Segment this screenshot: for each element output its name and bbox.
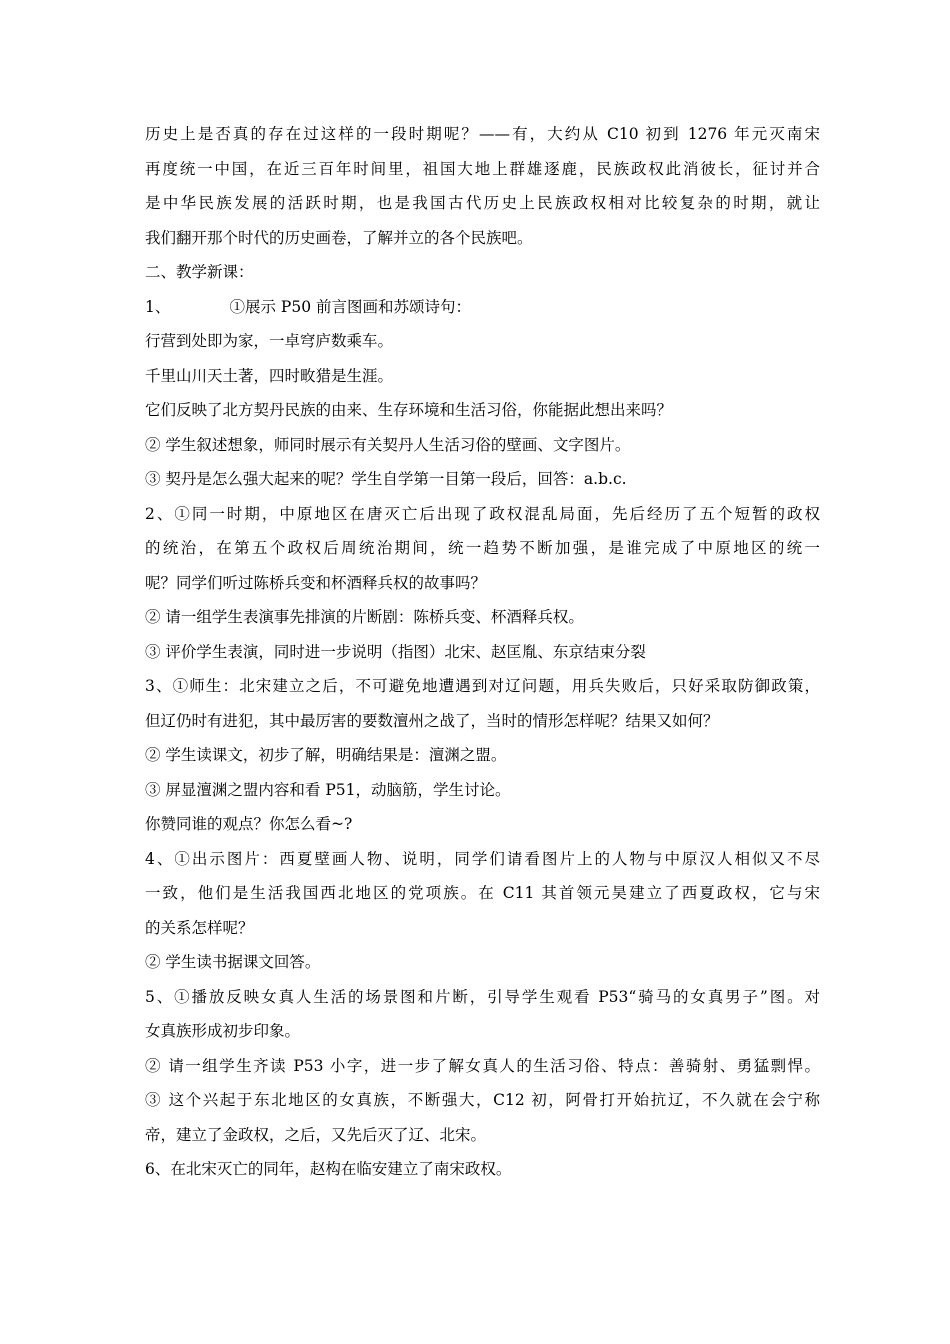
paragraph-line: ② 请一组学生齐读 P53 小字，进一步了解女真人的生活习俗、特点：善骑射、勇猛剽悍。 <box>145 1056 820 1075</box>
paragraph-line: ② 学生叙述想象，师同时展示有关契丹人生活习俗的壁画、文字图片。 <box>145 435 631 454</box>
paragraph-line: 女真族形成初步印象。 <box>145 1022 301 1040</box>
paragraph-line: 6、在北宋灭亡的同年，赵构在临安建立了南宋政权。 <box>145 1160 512 1178</box>
poem-line: 行营到处即为家，一卓穹庐数乘车。 <box>145 332 394 350</box>
paragraph-line: 2、①同一时期，中原地区在唐灭亡后出现了政权混乱局面，先后经历了五个短暂的政权 <box>145 504 820 523</box>
paragraph-line: 你赞同谁的观点？你怎么看~? <box>145 815 353 833</box>
paragraph-line: ② 请一组学生表演事先排演的片断剧：陈桥兵变、杯酒释兵权。 <box>145 608 584 626</box>
paragraph-line: ③ 契丹是怎么强大起来的呢？学生自学第一目第一段后，回答：a.b.c. <box>145 470 627 488</box>
paragraph-line: 1、 ①展示 P50 前言图画和苏颂诗句： <box>145 297 471 316</box>
paragraph-line: ③ 这个兴起于东北地区的女真族，不断强大，C12 初，阿骨打开始抗辽，不久就在会宁称 <box>145 1091 820 1109</box>
paragraph-line: 我们翻开那个时代的历史画卷，了解并立的各个民族吧。 <box>145 228 533 247</box>
document-body <box>145 117 820 1187</box>
paragraph-line: 但辽仍时有进犯，其中最厉害的要数澶州之战了，当时的情形怎样呢？结果又如何？ <box>145 711 719 730</box>
paragraph-line: 的统治，在第五个政权后周统治期间，统一趋势不断加强，是谁完成了中原地区的统一 <box>145 539 820 557</box>
section-heading: 二、教学新课： <box>145 263 254 281</box>
paragraph-line: 历史上是否真的存在过这样的一段时期呢？——有，大约从 C10 初到 1276 年元灭南宋 <box>145 125 820 143</box>
paragraph-line: 一致，他们是生活我国西北地区的党项族。在 C11 其首领元昊建立了西夏政权，它与宋 <box>145 884 820 902</box>
paragraph-line: ② 学生读课文，初步了解，明确结果是：澶渊之盟。 <box>145 746 507 764</box>
paragraph-line: 再度统一中国，在近三百年时间里，祖国大地上群雄逐鹿，民族政权此消彼长，征讨并合 <box>145 159 820 178</box>
paragraph-line: 它们反映了北方契丹民族的由来、生存环境和生活习俗，你能据此想出来吗？ <box>145 401 673 419</box>
poem-line: 千里山川天土著，四时畋猎是生涯。 <box>145 366 394 385</box>
paragraph-line: ② 学生读书据课文回答。 <box>145 953 321 971</box>
paragraph-line: ③ 评价学生表演，同时进一步说明（指图）北宋、赵匡胤、东京结束分裂 <box>145 642 646 661</box>
paragraph-line: 4、①出示图片：西夏壁画人物、说明，同学们请看图片上的人物与中原汉人相似又不尽 <box>145 849 820 868</box>
paragraph-line: 3、①师生：北宋建立之后，不可避免地遭遇到对辽问题，用兵失败后，只好采取防御政策， <box>145 677 820 695</box>
paragraph-line: 帝，建立了金政权，之后，又先后灭了辽、北宋。 <box>145 1125 487 1144</box>
paragraph-line: 是中华民族发展的活跃时期，也是我国古代历史上民族政权相对比较复杂的时期，就让 <box>145 194 820 212</box>
paragraph-line: ③ 屏显澶渊之盟内容和看 P51，动脑筋，学生讨论。 <box>145 780 511 799</box>
paragraph-line: 呢？同学们听过陈桥兵变和杯酒释兵权的故事吗？ <box>145 573 487 592</box>
paragraph-line: 5、①播放反映女真人生活的场景图和片断，引导学生观看 P53“骑马的女真男子”图。对 <box>145 987 820 1006</box>
paragraph-line: 的关系怎样呢？ <box>145 918 254 937</box>
